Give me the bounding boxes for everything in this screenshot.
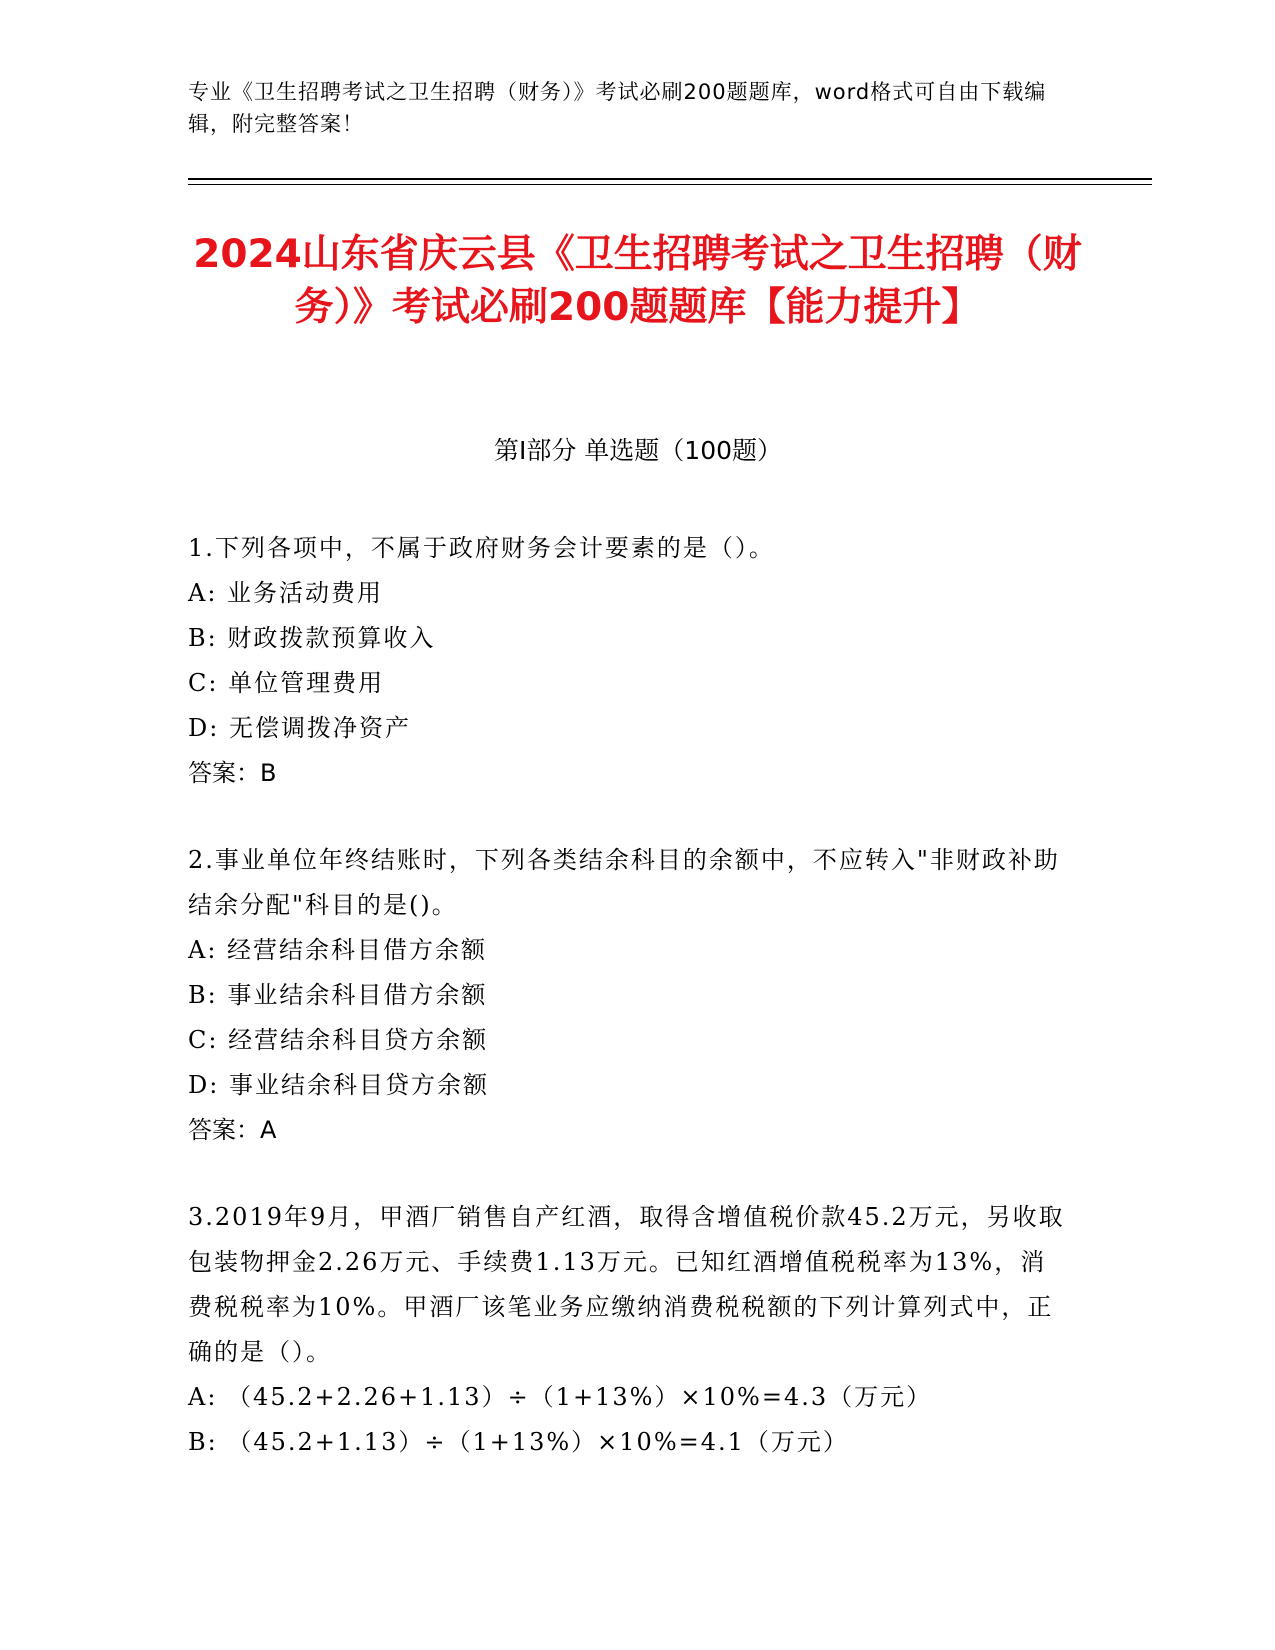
- question-text: 1.下列各项中，不属于政府财务会计要素的是（）。: [188, 534, 775, 562]
- option-a: A: 经营结余科目借方余额: [188, 936, 488, 964]
- header-note: 专业《卫生招聘考试之卫生招聘（财务）》考试必刷200题题库，word格式可自由下载编辑，附完整答案！: [188, 80, 1047, 136]
- section-title: 第Ⅰ部分 单选题（100题）: [493, 436, 783, 465]
- option-c: C: 经营结余科目贷方余额: [188, 1026, 489, 1054]
- answer: 答案：B: [188, 759, 277, 787]
- question-1: [188, 526, 1068, 796]
- header-divider-thick: [188, 178, 1152, 180]
- option-b: B: （45.2+1.13）÷（1+13%）×10%=4.1（万元）: [188, 1428, 849, 1456]
- document-title: 2024山东省庆云县《卫生招聘考试之卫生招聘（财务）》考试必刷200题题库【能力提升】: [193, 232, 1082, 330]
- header-divider-thin: [188, 184, 1152, 185]
- question-list: [188, 526, 1068, 1507]
- option-b: B: 事业结余科目借方余额: [188, 981, 488, 1009]
- question-2: [188, 838, 1068, 1153]
- option-b: B: 财政拨款预算收入: [188, 624, 436, 652]
- answer: 答案：A: [188, 1116, 277, 1144]
- option-c: C: 单位管理费用: [188, 669, 385, 697]
- question-text: 2.事业单位年终结账时，下列各类结余科目的余额中，不应转入"非财政补助结余分配"科目的是()。: [188, 846, 1060, 919]
- question-3: [188, 1195, 1068, 1465]
- option-d: D: 事业结余科目贷方余额: [188, 1071, 489, 1099]
- option-d: D: 无偿调拨净资产: [188, 714, 411, 742]
- option-a: A: （45.2+2.26+1.13）÷（1+13%）×10%=4.3（万元）: [188, 1383, 933, 1411]
- option-a: A: 业务活动费用: [188, 579, 384, 607]
- question-text: 3.2019年9月，甲酒厂销售自产红酒，取得含增值税价款45.2万元，另收取包装物押金2.26万元、手续费1.13万元。已知红酒增值税税率为13%，消费税税率为10%。甲酒厂该笔业务应缴纳消费税税额的下列计算列式中，正确的是（）。: [188, 1203, 1065, 1366]
